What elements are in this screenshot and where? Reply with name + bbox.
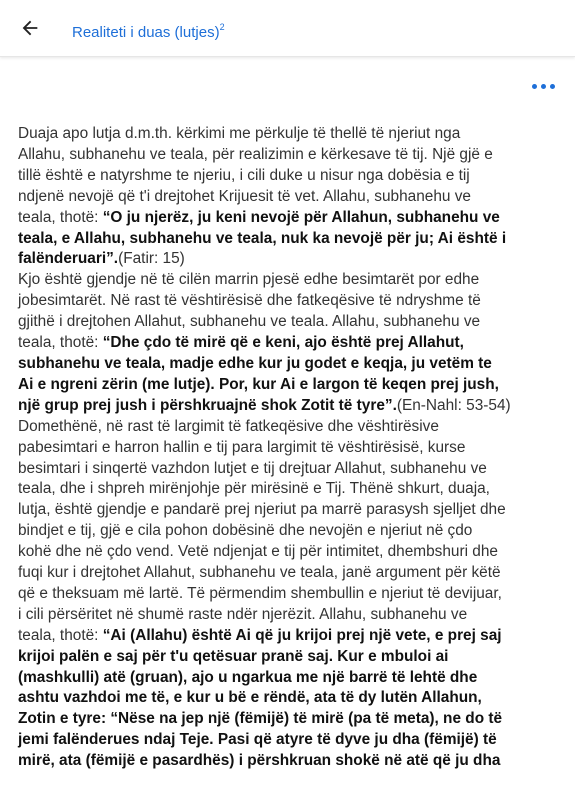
body-text: besimtari i sinqertë vazhdon lutjet e tij drejtuar Allahut, subhanehu ve — [18, 459, 487, 477]
page-title-text: Realiteti i duas (lutjes) — [72, 24, 220, 41]
quote-text: krijoi palën e saj për t'u qetësuar pranë saj. Kur e mbuloi ai — [18, 647, 449, 665]
body-text: që e theksuam më lartë. Të përmendim shembullin e njeriut të devijuar, — [18, 584, 502, 602]
body-text: gjithë i drejtohen Allahut, subhanehu ve teala. Allahu, subhanehu ve — [18, 313, 481, 331]
body-text: Domethënë, në rast të largimit të fatkeqësive dhe vështirësive — [18, 417, 439, 435]
back-button[interactable] — [14, 12, 46, 44]
page-title — [72, 18, 225, 43]
article-line — [18, 459, 566, 480]
body-text: i cili përsëritet në shumë raste ndër njerëzit. Allahu, subhanehu ve — [18, 605, 468, 623]
body-text: (En-Nahl: 53-54) — [396, 396, 511, 414]
article-line — [18, 291, 566, 312]
body-text: fuqi kur i drejtohet Allahut, subhanehu ve teala, janë argument për këtë — [18, 564, 501, 582]
article-line — [18, 709, 566, 730]
article-line — [18, 521, 566, 542]
article-line — [18, 187, 566, 208]
article-line — [18, 229, 566, 250]
body-text: bindjet e tij, gjë e cila pohon dobësinë dhe nevojën e njeriut në çdo — [18, 522, 473, 540]
article-line — [18, 354, 566, 375]
body-text: teala, thotë: — [18, 208, 103, 226]
app-bar — [0, 0, 575, 57]
quote-text: jemi falënderues ndaj Teje. Pasi që atyre të dyve ju dha (fëmijë) të — [18, 731, 497, 749]
body-text: Allahu, subhanehu ve teala, për realizimin e kërkesave të tij. Një gjë e — [18, 145, 493, 163]
body-text: jobesimtarët. Në rast të vështirësisë dhe fatkeqësive të ndryshme të — [18, 292, 481, 310]
body-text: (Fatir: 15) — [118, 250, 185, 268]
more-dot-icon — [550, 84, 555, 89]
article-line — [18, 396, 566, 417]
article-body — [18, 124, 566, 772]
more-dot-icon — [532, 84, 537, 89]
article-line — [18, 730, 566, 751]
quote-text: falënderuari”. — [18, 250, 119, 268]
article-line — [18, 626, 566, 647]
article-line — [18, 208, 566, 229]
article-line — [18, 605, 566, 626]
article-line — [18, 375, 566, 396]
article-line — [18, 542, 566, 563]
article-line — [18, 688, 566, 709]
article-line — [18, 751, 566, 772]
body-text: Duaja apo lutja d.m.th. kërkimi me përkulje të thellë të njeriut nga — [18, 125, 461, 142]
article-line — [18, 124, 566, 145]
quote-text: ashtu vazhdoi me të, e kur u bë e rëndë, ata të dy lutën Allahun, — [18, 689, 482, 707]
quote-text: një grup prej jush i përshkruajnë shok Zotit të tyre”. — [18, 396, 397, 414]
article-line — [18, 500, 566, 521]
article-line — [18, 438, 566, 459]
article-line — [18, 166, 566, 187]
body-text: teala, thotë: — [18, 334, 103, 352]
more-dot-icon — [541, 84, 546, 89]
quote-text: subhanehu ve teala, madje edhe kur ju godet e keqja, ju vetëm te — [18, 354, 492, 372]
quote-text: teala, e Allahu, subhanehu ve teala, nuk ka nevojë për ju; Ai është i — [18, 229, 507, 247]
quote-text: Zotin e tyre: “Nëse na jep një (fëmijë) të mirë (pa të meta), ne do të — [18, 710, 503, 728]
arrow-left-icon — [19, 17, 41, 39]
quote-text: mirë, ata (fëmijë e pasardhës) i përshkruan shokë në atë që ju dha — [18, 752, 501, 770]
article-line — [18, 647, 566, 668]
article-line — [18, 312, 566, 333]
article-line — [18, 270, 566, 291]
body-text: ndjenë nevojë që t'i drejtohet Krijuesit të vet. Allahu, subhanehu ve — [18, 187, 471, 205]
body-text: kohë dhe në çdo vend. Vetë ndjenjat e tij për intimitet, dhembshuri dhe — [18, 543, 498, 561]
body-text: teala, dhe i shpreh mirënjohje për mirësinë e Tij. Thënë shkurt, duaja, — [18, 480, 490, 498]
quote-text: “Ai (Allahu) është Ai që ju krijoi prej një vete, e prej saj — [102, 626, 502, 644]
article-line — [18, 584, 566, 605]
more-options-button[interactable] — [526, 76, 560, 96]
body-text: tillë është e natyrshme te njeriu, i cili duke u nisur nga dobësia e tij — [18, 166, 470, 184]
article-line — [18, 563, 566, 584]
body-text: Kjo është gjendje në të cilën marrin pjesë edhe besimtarët por edhe — [18, 271, 480, 289]
quote-text: Ai e ngreni zërin (me lutje). Por, kur Ai e largon të keqen prej jush, — [18, 375, 499, 393]
article-line — [18, 668, 566, 689]
body-text: lutja, është gjendje e pandarë prej njeriut pa marrë parasysh sjelljet dhe — [18, 501, 506, 519]
article-line — [18, 249, 566, 270]
article-line — [18, 417, 566, 438]
footnote-marker: 2 — [219, 22, 225, 32]
quote-text: (mashkulli) atë (gruan), ajo u ngarkua me një barrë të lehtë dhe — [18, 668, 478, 686]
quote-text: “Dhe çdo të mirë që e keni, ajo është prej Allahut, — [102, 334, 464, 352]
quote-text: “O ju njerëz, ju keni nevojë për Allahun, subhanehu ve — [102, 208, 500, 226]
article-line — [18, 145, 566, 166]
article-line — [18, 333, 566, 354]
body-text: pabesimtari e harron hallin e tij para largimit të vështirësisë, kurse — [18, 438, 466, 456]
body-text: teala, thotë: — [18, 626, 103, 644]
article-line — [18, 479, 566, 500]
